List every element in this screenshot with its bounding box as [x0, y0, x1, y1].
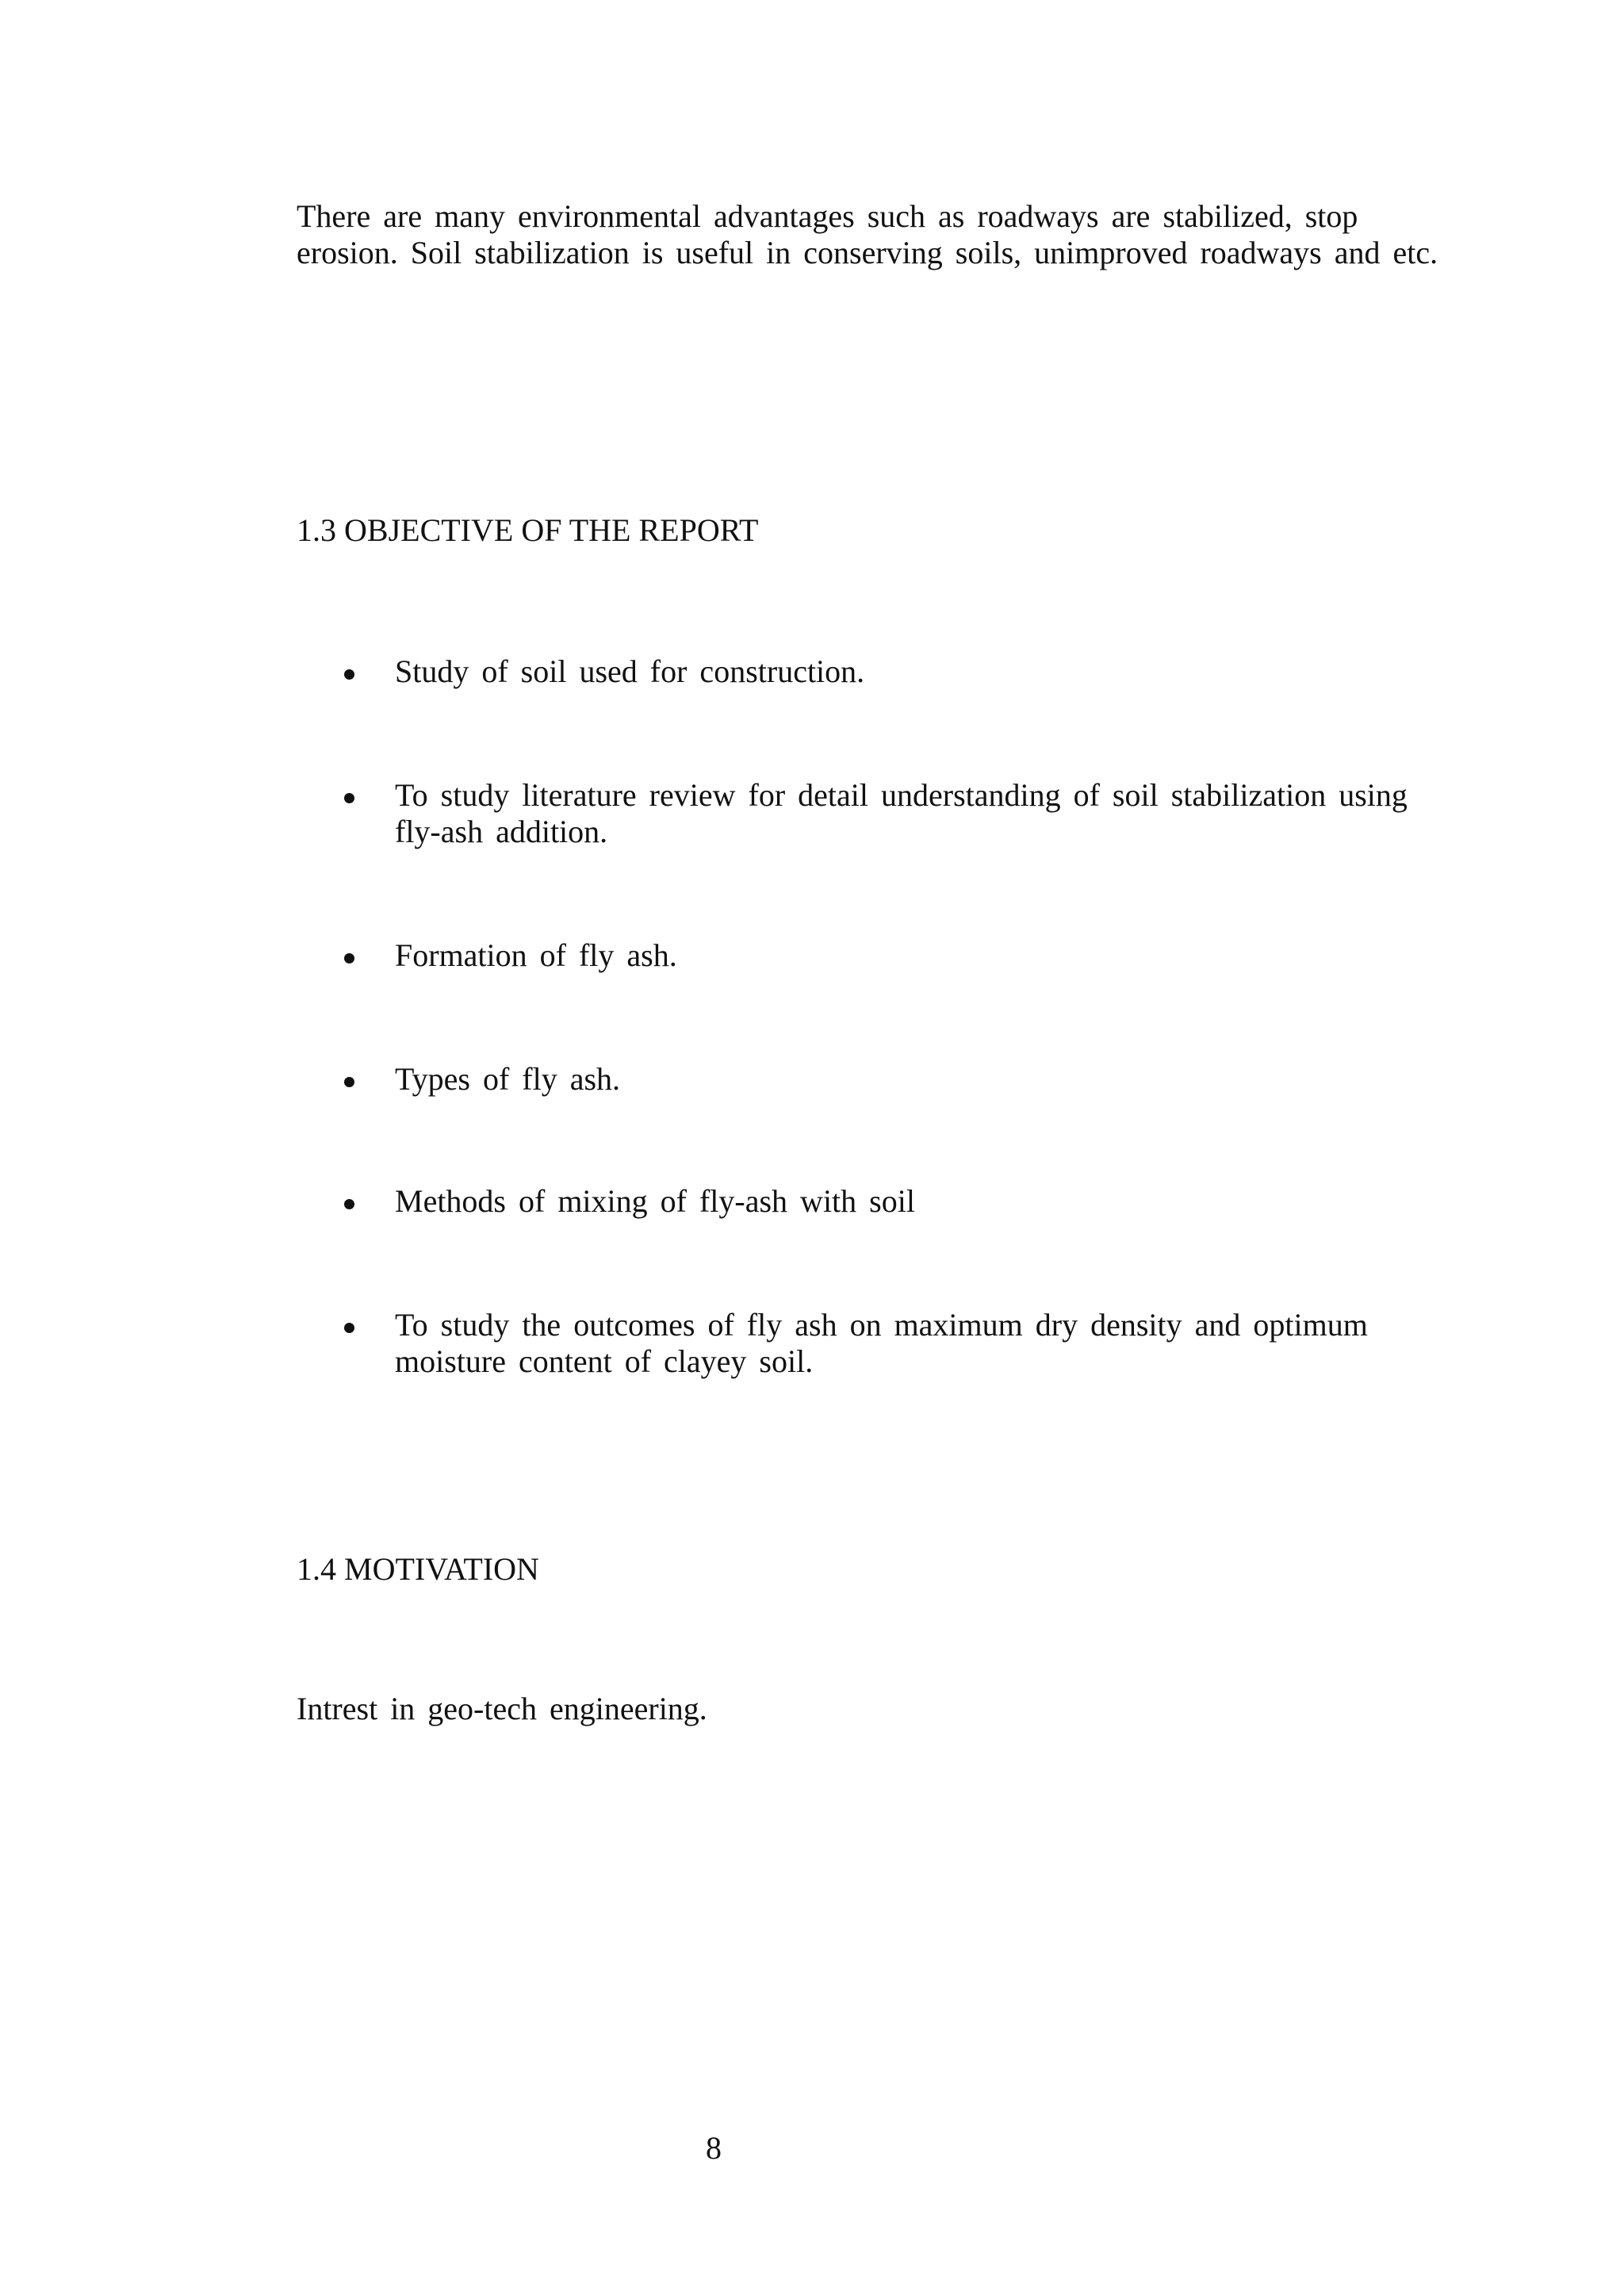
list-item-text: Types of fly ash.	[395, 1061, 621, 1097]
list-item-text: Formation of fly ash.	[395, 937, 677, 973]
bullet-icon	[344, 1323, 354, 1333]
list-item-text: Study of soil used for construction.	[395, 653, 865, 689]
intro-paragraph: There are many environmental advantages such as roadways are stabilized, stop erosion. Soil stabilization is useful in conserving soils, unimproved roadways and etc.	[297, 198, 1438, 270]
page-number: 8	[706, 2130, 722, 2166]
list-item-text: To study literature review for detail understanding of soil stabilization using fly-ash addition.	[395, 777, 1408, 849]
bullet-icon	[344, 953, 354, 964]
bullet-icon	[344, 669, 354, 680]
bullet-icon	[344, 1199, 354, 1209]
list-item-text: To study the outcomes of fly ash on maximum dry density and optimum moisture content of clayey soil.	[395, 1307, 1368, 1379]
motivation-heading: 1.4 MOTIVATION	[297, 1551, 539, 1587]
bullet-icon	[344, 793, 354, 803]
list-item-text: Methods of mixing of fly-ash with soil	[395, 1183, 915, 1219]
objective-heading: 1.3 OBJECTIVE OF THE REPORT	[297, 512, 759, 548]
motivation-text: Intrest in geo-tech engineering.	[297, 1691, 707, 1726]
bullet-icon	[344, 1077, 354, 1087]
